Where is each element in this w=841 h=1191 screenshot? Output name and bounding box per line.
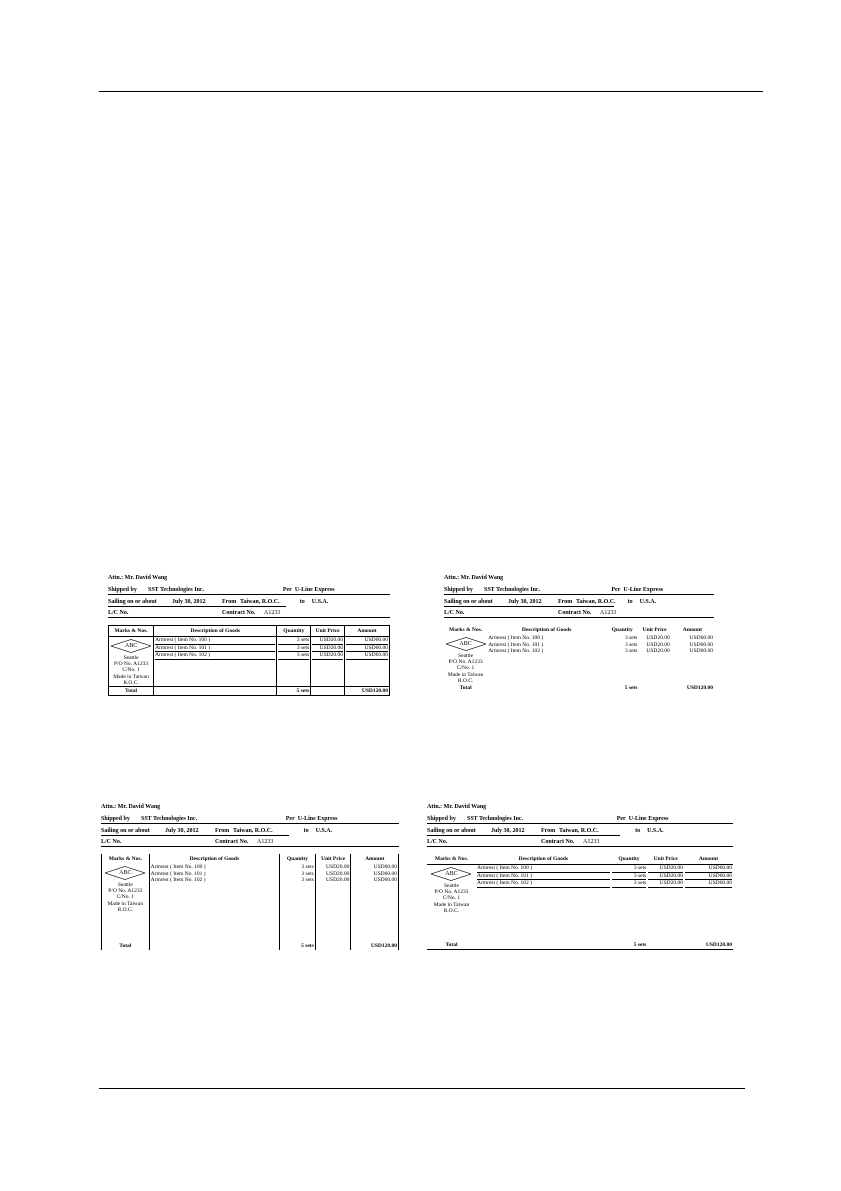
marks-line: Made in Taiwan (107, 900, 144, 907)
column-header: Amount (684, 854, 733, 865)
table-total-row (427, 941, 733, 950)
header-underline (211, 835, 288, 836)
header-underline (108, 594, 390, 595)
contract-label: Contract No. (215, 839, 249, 845)
column-header: Amount (351, 854, 399, 864)
contract-value: A1233 (264, 610, 281, 616)
item-price: USD20.00 (646, 641, 670, 648)
footer-rule (99, 1088, 745, 1089)
from-label: From (541, 828, 556, 834)
total-empty (647, 941, 684, 950)
to-value: U.S.A. (639, 599, 657, 605)
item-desc: Armrest ( Item No. 100 ) (155, 637, 275, 645)
sailing-label: Sailing on or about (427, 828, 476, 834)
total-total_qty: 5 sets (277, 687, 311, 696)
table-header-row (102, 854, 399, 864)
header-underline (427, 835, 540, 836)
item-amount: USD60.00 (346, 637, 388, 645)
item-desc: Armrest ( Item No. 101 ) (488, 641, 544, 648)
header-rule (99, 91, 763, 92)
column-header: Marks & Nos. (102, 854, 150, 864)
table-body-row (102, 864, 399, 942)
header-underline (444, 594, 714, 595)
total-total_qty: 5 sets (624, 685, 638, 692)
item-desc: Armrest ( Item No. 100 ) (477, 865, 610, 873)
form-sample-horizontal-lines (427, 804, 733, 950)
item-desc: Armrest ( Item No. 100 ) (150, 864, 206, 870)
column-header: Quantity (277, 626, 311, 637)
attn-line: Attn.: Mr. David Wang (108, 575, 168, 581)
column-header: Description of Goods (154, 626, 277, 637)
item-amount: USD60.00 (685, 880, 732, 888)
items-cell-price (638, 635, 670, 684)
sailing-label: Sailing on or about (444, 599, 493, 605)
marks-line: Made in Taiwan (433, 901, 470, 908)
marks-line: P/O No. A1233 (434, 889, 469, 896)
marks-logo-text: ABC (124, 642, 138, 649)
shipped-by-label: Shipped by (427, 816, 456, 822)
column-header: Description of Goods (521, 626, 572, 633)
header-underline (212, 606, 285, 607)
marks-line: R.O.C. (123, 679, 139, 686)
sailing-date: July 30, 2012 (172, 599, 206, 605)
sailing-date: July 30, 2012 (165, 828, 199, 834)
marks-line: C/No. 1 (122, 667, 140, 674)
abc-diamond-mark (446, 637, 486, 651)
table-header-row (427, 854, 733, 865)
items-cell-desc (476, 865, 611, 942)
marks-line: P/O No. A1233 (448, 659, 483, 666)
column-header: Unit Price (311, 626, 345, 637)
form-sample-bordered (108, 575, 390, 695)
total-empty (149, 942, 279, 950)
per-label: Per (285, 816, 295, 822)
item-qty: 3 sets (301, 864, 314, 870)
marks-cell (102, 864, 150, 942)
items-cell-price (647, 865, 684, 942)
column-header: Quantity (611, 854, 648, 865)
header-underline (108, 606, 212, 607)
column-header: Description of Goods (149, 854, 279, 864)
header-underline (427, 823, 733, 824)
item-desc: Armrest ( Item No. 101 ) (155, 645, 275, 653)
item-qty: 3 sets (612, 865, 647, 873)
item-price: USD20.00 (312, 637, 343, 645)
to-label: to (627, 599, 633, 605)
item-desc: Armrest ( Item No. 102 ) (477, 880, 610, 888)
total-total_label: Total (102, 942, 150, 950)
goods-table (444, 625, 714, 692)
total-total_amount: USD120.00 (684, 941, 733, 950)
lc-label: L/C No. (427, 839, 448, 845)
table-body-row (444, 635, 714, 684)
marks-logo-text: ABC (445, 870, 458, 877)
contract-label: Contract No. (541, 839, 575, 845)
item-amount: USD60.00 (373, 864, 397, 870)
attn-line: Attn.: Mr. David Wang (427, 804, 487, 810)
items-cell-qty (606, 635, 638, 684)
marks-line: Seattle (443, 883, 459, 889)
item-amount: USD60.00 (373, 870, 397, 877)
table-body-row (427, 865, 733, 942)
from-value: Taiwan, R.O.C. (576, 599, 616, 605)
per-label: Per (616, 816, 626, 822)
from-value: Taiwan, R.O.C. (233, 828, 273, 834)
table-header-row (109, 626, 390, 637)
marks-logo-text: ABC (459, 640, 472, 647)
lc-label: L/C No. (101, 839, 122, 845)
marks-line: Made in Taiwan (113, 673, 149, 680)
to-label: to (299, 599, 305, 605)
header-underline (101, 846, 399, 847)
item-qty: 3 sets (278, 645, 309, 653)
contract-value: A1233 (583, 839, 600, 845)
total-empty (487, 684, 606, 692)
sailing-date: July 30, 2012 (508, 599, 542, 605)
item-price: USD20.00 (326, 877, 350, 883)
marks-line: P/O No. A1233 (114, 661, 149, 668)
attn-line: Attn.: Mr. David Wang (444, 575, 504, 581)
column-header: Unit Price (642, 626, 667, 633)
per-value: U-Line Express (623, 587, 664, 593)
items-cell-desc (149, 864, 279, 942)
marks-line: R.O.C. (117, 906, 134, 913)
item-amount: USD60.00 (373, 877, 397, 883)
item-qty: 3 sets (301, 870, 314, 877)
goods-table (427, 854, 733, 950)
item-amount: USD60.00 (689, 635, 713, 641)
to-label: to (635, 828, 641, 834)
per-value: U-Line Express (297, 816, 338, 822)
item-desc: Armrest ( Item No. 100 ) (488, 635, 544, 641)
abc-diamond-mark (105, 866, 145, 880)
item-desc: Armrest ( Item No. 101 ) (477, 873, 610, 881)
shipped-by-value: SST Technologies Inc. (141, 816, 198, 822)
total-total_label: Total (109, 687, 154, 696)
item-amount: USD60.00 (689, 641, 713, 648)
shipped-by-value: SST Technologies Inc. (467, 816, 524, 822)
marks-line: Seattle (458, 653, 474, 659)
total-total_qty: 5 sets (611, 941, 648, 950)
header-underline (108, 617, 390, 618)
column-header: Quantity (280, 854, 316, 864)
marks-cell (444, 635, 487, 684)
attn-line: Attn.: Mr. David Wang (101, 804, 161, 810)
contract-label: Contract No. (222, 610, 256, 616)
from-value: Taiwan, R.O.C. (240, 599, 280, 605)
header-underline (544, 606, 614, 607)
marks-line: C/No. 1 (456, 665, 475, 672)
from-label: From (558, 599, 573, 605)
items-cell-amount (344, 637, 389, 687)
header-underline (101, 823, 399, 824)
to-value: U.S.A. (647, 828, 664, 834)
shipped-by-value: SST Technologies Inc. (148, 587, 205, 593)
item-desc: Armrest ( Item No. 102 ) (488, 648, 544, 654)
column-header: Marks & Nos. (449, 626, 483, 633)
column-header: Marks & Nos. (427, 854, 476, 865)
from-value: Taiwan, R.O.C. (559, 828, 599, 834)
sailing-label: Sailing on or about (101, 828, 150, 834)
marks-line: P/O No. A1233 (108, 888, 143, 895)
table-body-row (109, 637, 390, 687)
from-label: From (215, 828, 230, 834)
sailing-date: July 30, 2012 (491, 828, 525, 834)
item-price: USD20.00 (648, 873, 683, 881)
items-cell-desc (154, 637, 277, 687)
item-price: USD20.00 (326, 870, 350, 877)
total-empty (315, 942, 351, 950)
total-total_amount: USD120.00 (686, 685, 713, 692)
total-total_amount: USD120.00 (344, 687, 389, 696)
total-empty (638, 684, 670, 692)
shipped-by-label: Shipped by (101, 816, 130, 822)
marks-line: C/No. 1 (442, 895, 461, 902)
item-price: USD20.00 (648, 880, 683, 888)
contract-label: Contract No. (558, 610, 592, 616)
table-total-row (102, 942, 399, 950)
form-sample-no-lines (444, 575, 714, 692)
total-total_label: Total (427, 941, 476, 950)
header-underline (101, 835, 211, 836)
table-total-row (444, 684, 714, 692)
item-qty: 3 sets (612, 880, 647, 888)
to-value: U.S.A. (311, 599, 329, 605)
column-header: Unit Price (647, 854, 684, 865)
header-underline (427, 846, 733, 847)
item-qty: 3 sets (278, 652, 309, 660)
total-total_amount: USD120.00 (351, 942, 399, 950)
marks-line: Made in Taiwan (447, 671, 484, 678)
items-cell-qty (277, 637, 311, 687)
abc-diamond-mark (431, 867, 471, 881)
total-empty (311, 687, 345, 696)
items-cell-price (311, 637, 345, 687)
column-header: Marks & Nos. (109, 626, 154, 637)
item-price: USD20.00 (648, 865, 683, 873)
form-sample-vertical-lines (101, 804, 399, 950)
sailing-label: Sailing on or about (108, 599, 157, 605)
header-underline (444, 606, 544, 607)
column-header: Amount (344, 626, 389, 637)
item-qty: 3 sets (625, 641, 638, 648)
shipped-by-value: SST Technologies Inc. (484, 587, 541, 593)
item-amount: USD60.00 (689, 648, 713, 654)
header-underline (540, 835, 620, 836)
abc-diamond-mark (111, 639, 151, 653)
item-price: USD20.00 (312, 652, 343, 660)
items-cell-desc (487, 635, 606, 684)
item-desc: Armrest ( Item No. 102 ) (155, 652, 275, 660)
marks-cell (109, 637, 154, 687)
to-label: to (303, 828, 309, 834)
shipped-by-label: Shipped by (108, 587, 137, 593)
contract-value: A1233 (600, 610, 617, 616)
items-cell-qty (611, 865, 648, 942)
per-label: Per (611, 587, 621, 593)
item-price: USD20.00 (326, 864, 350, 870)
item-amount: USD60.00 (685, 865, 732, 873)
per-value: U-Line Express (628, 816, 669, 822)
per-value: U-Line Express (294, 587, 335, 593)
column-header: Unit Price (315, 854, 351, 864)
item-qty: 3 sets (625, 648, 638, 654)
items-cell-amount (351, 864, 399, 942)
marks-line: C/No. 1 (116, 894, 135, 901)
items-cell-amount (671, 635, 714, 684)
marks-line: R.O.C. (443, 907, 460, 914)
column-header: Quantity (611, 626, 633, 633)
to-value: U.S.A. (315, 828, 333, 834)
item-price: USD20.00 (646, 635, 670, 641)
total-total_label: Total (459, 685, 472, 692)
total-empty (476, 941, 611, 950)
marks-line: Seattle (117, 882, 133, 888)
total-empty (154, 687, 277, 696)
item-desc: Armrest ( Item No. 102 ) (150, 877, 206, 883)
item-desc: Armrest ( Item No. 101 ) (150, 870, 206, 877)
marks-logo-text: ABC (119, 869, 132, 876)
goods-table (101, 854, 399, 950)
items-cell-price (315, 864, 351, 942)
table-total-row (109, 687, 390, 696)
item-price: USD20.00 (646, 648, 670, 654)
marks-line: R.O.C. (457, 677, 474, 684)
item-qty: 3 sets (625, 635, 638, 641)
per-label: Per (282, 587, 292, 593)
goods-table (108, 625, 390, 696)
shipped-by-label: Shipped by (444, 587, 473, 593)
item-amount: USD60.00 (346, 652, 388, 660)
item-qty: 3 sets (301, 877, 314, 883)
lc-label: L/C No. (444, 610, 465, 616)
column-header: Description of Goods (476, 854, 611, 865)
items-cell-qty (280, 864, 316, 942)
items-cell-amount (684, 865, 733, 942)
total-total_qty: 5 sets (280, 942, 316, 950)
item-qty: 3 sets (278, 637, 309, 645)
marks-cell (427, 865, 476, 942)
contract-value: A1233 (257, 839, 274, 845)
item-price: USD20.00 (312, 645, 343, 653)
table-header-row (444, 625, 714, 635)
item-amount: USD60.00 (346, 645, 388, 653)
item-qty: 3 sets (612, 873, 647, 881)
item-amount: USD60.00 (685, 873, 732, 881)
lc-label: L/C No. (108, 610, 129, 616)
from-label: From (222, 599, 237, 605)
marks-line: Seattle (123, 655, 139, 661)
header-underline (444, 617, 714, 618)
column-header: Amount (682, 626, 703, 633)
